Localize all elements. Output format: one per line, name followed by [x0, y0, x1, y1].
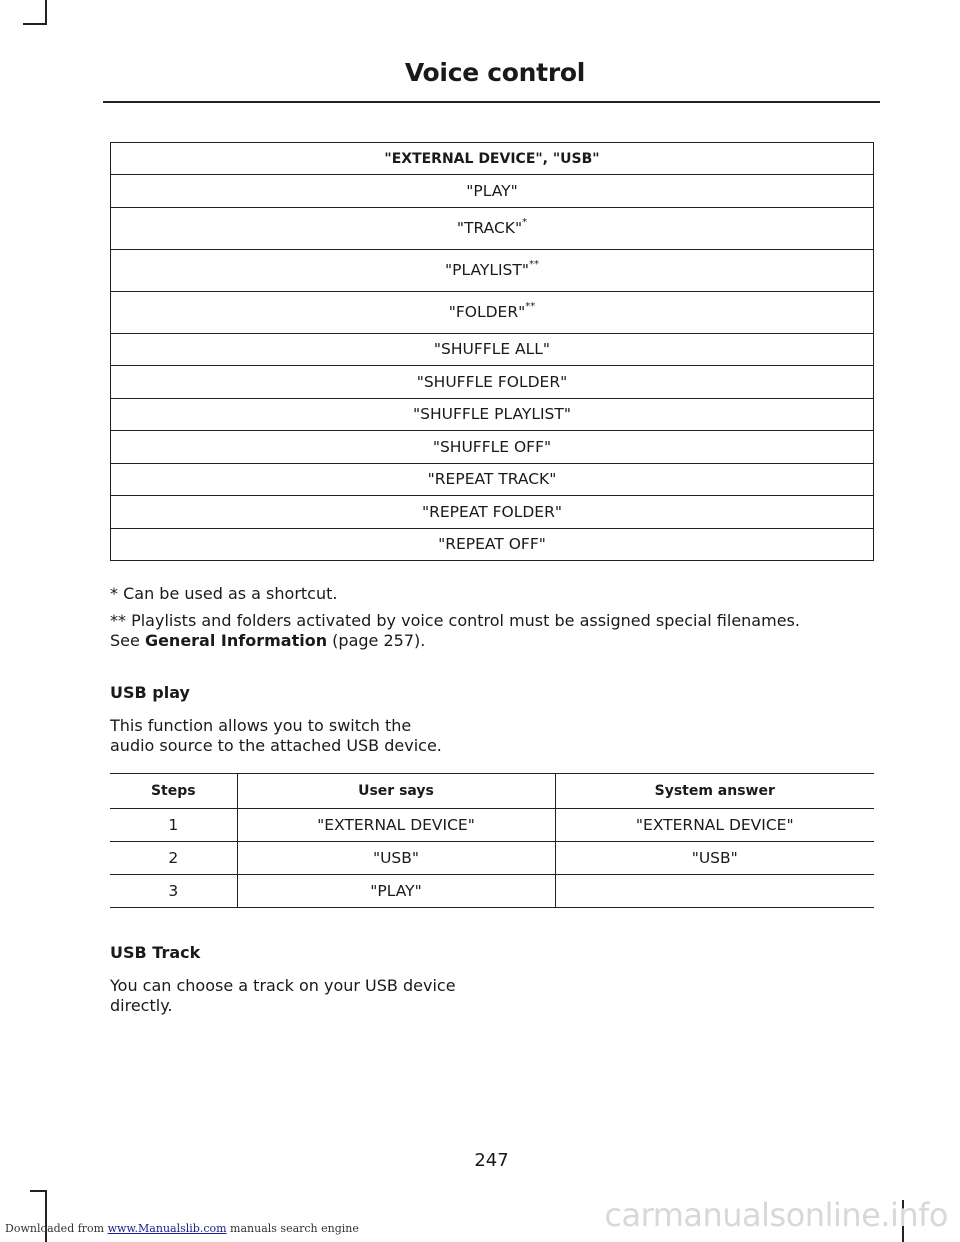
- command-row: "PLAYLIST"**: [111, 249, 874, 291]
- table-row: 2 "USB" "USB": [110, 842, 874, 875]
- command-row: "SHUFFLE FOLDER": [111, 366, 874, 399]
- command-row: "REPEAT OFF": [111, 528, 874, 561]
- voice-command-table: [110, 142, 874, 561]
- header-divider: [103, 101, 880, 103]
- table-row: 1 "EXTERNAL DEVICE" "EXTERNAL DEVICE": [110, 809, 874, 842]
- system-answer-column-header: System answer: [555, 774, 874, 809]
- watermark: carmanualsonline.info: [604, 1196, 948, 1234]
- command-row: "SHUFFLE ALL": [111, 333, 874, 366]
- command-row: "PLAY": [111, 175, 874, 208]
- command-row: "FOLDER"**: [111, 291, 874, 333]
- footnote-marker: **: [528, 259, 539, 270]
- footnote-marker: **: [525, 301, 536, 312]
- usb-play-body: This function allows you to switch the audio source to the attached USB device.: [110, 716, 442, 755]
- command-row: "SHUFFLE OFF": [111, 431, 874, 464]
- page-title: Voice control: [404, 58, 585, 87]
- download-footer: Downloaded from www.Manualslib.com manuals search engine: [5, 1222, 359, 1235]
- usb-track-body: You can choose a track on your USB device directly.: [110, 976, 456, 1015]
- page-number: 247: [474, 1150, 509, 1171]
- usb-track-heading: USB Track: [110, 943, 201, 962]
- cross-reference-link[interactable]: General Information: [144, 631, 328, 650]
- table-row: 3 "PLAY": [110, 875, 874, 908]
- user-says-column-header: User says: [237, 774, 555, 809]
- command-row: "TRACK"*: [111, 207, 874, 249]
- command-row: "REPEAT TRACK": [111, 463, 874, 496]
- crop-mark: [23, 23, 47, 25]
- usb-play-steps-table: [110, 773, 874, 908]
- usb-play-heading: USB play: [110, 683, 190, 702]
- playlists-note: ** Playlists and folders activated by voice control must be assigned special filenames. See General Information (page 257).: [110, 611, 800, 650]
- manualslib-link[interactable]: www.Manualslib.com: [107, 1222, 227, 1235]
- crop-mark: [45, 0, 47, 24]
- shortcut-note: * Can be used as a shortcut.: [110, 584, 338, 603]
- crop-mark: [30, 1190, 46, 1192]
- footnote-marker: *: [522, 217, 528, 228]
- command-row: "SHUFFLE PLAYLIST": [111, 398, 874, 431]
- command-row: "REPEAT FOLDER": [111, 496, 874, 529]
- steps-column-header: Steps: [110, 774, 237, 809]
- command-table-header: "EXTERNAL DEVICE", "USB": [111, 143, 874, 175]
